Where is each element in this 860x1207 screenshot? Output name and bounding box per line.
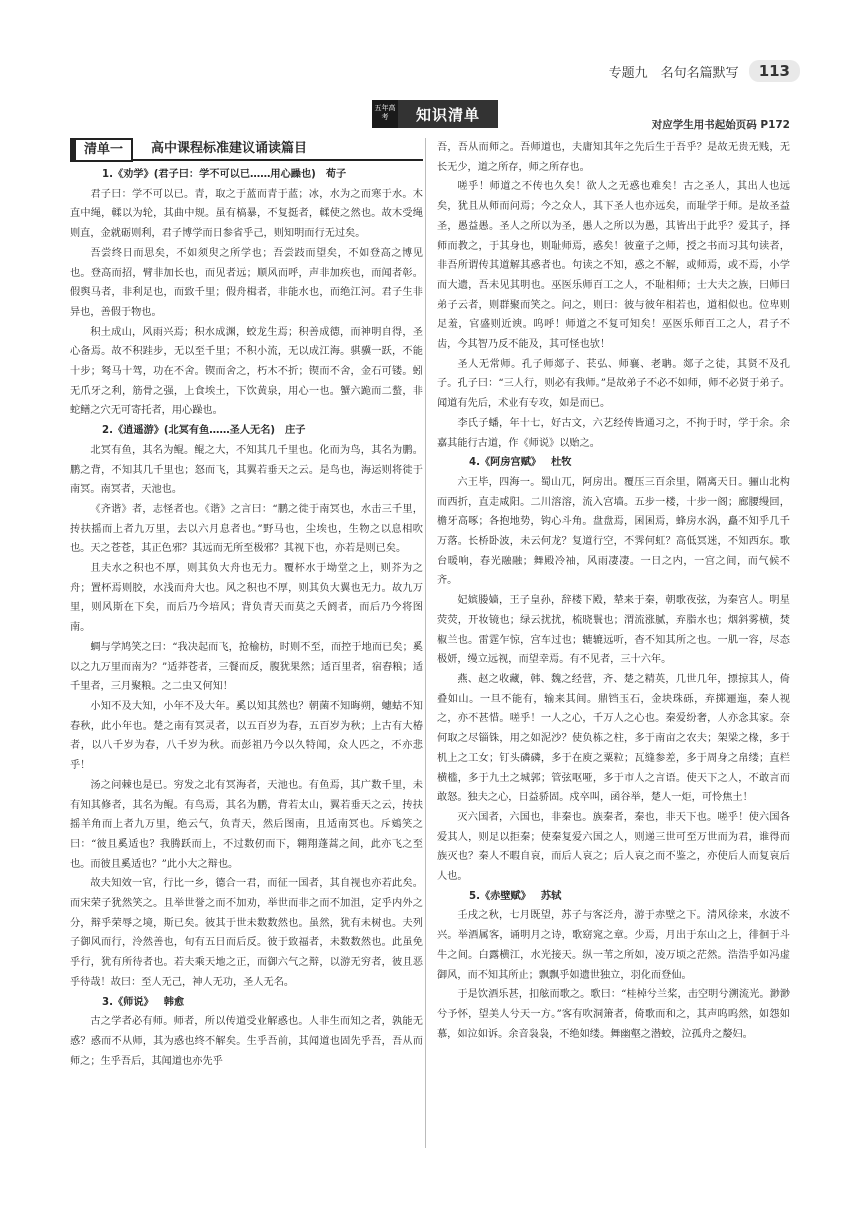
paragraph: 李氏子蟠，年十七，好古文，六艺经传皆通习之，不拘于时，学于余。余嘉其能行古道，作《师说》以贻之。 (437, 417, 790, 449)
text-heading (70, 165, 423, 185)
text-author: 庄子 (285, 425, 306, 437)
text-title: 3.《师说》 (102, 996, 154, 1008)
paragraph: 君子曰：学不可以已。青，取之于蓝而青于蓝；冰，水为之而寒于水。木直中绳，輮以为轮，其曲中规。虽有槁暴，不复挺者，輮使之然也。故木受绳则直，金就砺则利，君子博学而日参省乎己，则知明而行无过矣。 (70, 188, 423, 240)
page-header (609, 60, 800, 82)
page-reference: 对应学生用书起始页码 P172 (651, 119, 790, 131)
paragraph: 小知不及大知，小年不及大年。奚以知其然也？朝菌不知晦朔，蟪蛄不知春秋，此小年也。楚之南有冥灵者，以五百岁为春，五百岁为秋；上古有大椿者，以八千岁为春，八千岁为秋。而彭祖乃今以久特闻，众人匹之，不亦悲乎！ (70, 700, 423, 772)
text-author: 韩愈 (163, 996, 185, 1008)
paragraph: 燕、赵之收藏，韩、魏之经营，齐、楚之精英，几世几年，摽掠其人，倚叠如山。一旦不能有，输来其间。鼎铛玉石，金块珠砾，弃掷逦迤，秦人视之，亦不甚惜。嗟乎！一人之心，千万人之心也。秦爱纷奢，人亦念其家。奈何取之尽锱铢，用之如泥沙？使负栋之柱，多于南亩之农夫；架梁之椽，多于机上之工女；钉头磷磷，多于在庾之粟粒；瓦缝参差，多于周身之帛缕；直栏横槛，多于九土之城郭；管弦呕哑，多于市人之言语。使天下之人，不敢言而敢怒。独夫之心，日益骄固。戍卒叫，函谷举，楚人一炬，可怜焦土！ (437, 673, 790, 804)
text-heading (437, 887, 790, 907)
section-label: 清单一 (70, 138, 133, 162)
section-banner (372, 100, 498, 128)
paragraph: 积土成山，风雨兴焉；积水成渊，蛟龙生焉；积善成德，而神明自得，圣心备焉。故不积跬步，无以至千里；不积小流，无以成江海。骐骥一跃，不能十步；驽马十驾，功在不舍。锲而舍之，朽木不折；锲而不舍，金石可镂。蚓无爪牙之利，筋骨之强，上食埃土，下饮黄泉，用心一也。蟹六跪而二螯，非蛇鳝之穴无可寄托者，用心躁也。 (70, 326, 423, 417)
page-number: 113 (749, 60, 800, 82)
left-column (70, 138, 423, 1071)
paragraph: 且夫水之积也不厚，则其负大舟也无力。覆杯水于坳堂之上，则芥为之舟；置杯焉则胶，水浅而舟大也。风之积也不厚，则其负大翼也无力。故九万里，则风斯在下矣，而后乃今培风；背负青天而莫之夭阏者，而后乃今将图南。 (70, 563, 423, 634)
text-heading (70, 421, 423, 441)
text-author: 苏轼 (540, 890, 562, 902)
paragraph: 吾尝终日而思矣，不如须臾之所学也；吾尝跂而望矣，不如登高之博见也。登高而招，臂非加长也，而见者远；顺风而呼，声非加疾也，而闻者彰。假舆马者，非利足也，而致千里；假舟楫者，非能水也，而绝江河。君子生非异也，善假于物也。 (70, 247, 423, 318)
paragraph: 壬戌之秋，七月既望，苏子与客泛舟，游于赤壁之下。清风徐来，水波不兴。举酒属客，诵明月之诗，歌窈窕之章。少焉，月出于东山之上，徘徊于斗牛之间。白露横江，水光接天。纵一苇之所如，凌万顷之茫然。浩浩乎如冯虚御风，而不知其所止；飘飘乎如遗世独立，羽化而登仙。 (437, 910, 790, 981)
paragraph: 圣人无常师。孔子师郯子、苌弘、师襄、老聃。郯子之徒，其贤不及孔子。孔子曰：“三人行，则必有我师。”是故弟子不必不如师，师不必贤于弟子。闻道有先后，术业有专攻，如是而已。 (437, 358, 790, 410)
banner-tag: 五年高考 (372, 100, 398, 128)
paragraph: 六王毕，四海一。蜀山兀，阿房出。覆压三百余里，隔离天日。骊山北构而西折，直走咸阳。二川溶溶，流入宫墙。五步一楼，十步一阁；廊腰缦回，檐牙高啄；各抱地势，钩心斗角。盘盘焉，囷囷焉，蜂房水涡，矗不知乎几千万落。长桥卧波，未云何龙？复道行空，不霁何虹？高低冥迷，不知西东。歌台暖响，春光融融；舞殿冷袖，风雨凄凄。一日之内，一宫之间，而气候不齐。 (437, 476, 790, 587)
paragraph: 于是饮酒乐甚，扣舷而歌之。歌曰：“桂棹兮兰桨，击空明兮溯流光。渺渺兮予怀，望美人兮天一方。”客有吹洞箫者，倚歌而和之，其声呜呜然，如怨如慕，如泣如诉。余音袅袅，不绝如缕。舞幽壑之潜蛟，泣孤舟之嫠妇。 (437, 989, 790, 1040)
text-title: 1.《劝学》(君子曰：学不可以已……用心躁也) (102, 169, 316, 180)
text-title: 5.《赤壁赋》 (469, 890, 531, 902)
paragraph: 北冥有鱼，其名为鲲。鲲之大，不知其几千里也。化而为鸟，其名为鹏。鹏之背，不知其几千里也；怒而飞，其翼若垂天之云。是鸟也，海运则将徙于南冥。南冥者，天池也。 (70, 444, 423, 496)
right-column (437, 138, 790, 1044)
paragraph: 古之学者必有师。师者，所以传道受业解惑也。人非生而知之者，孰能无惑？惑而不从师，其为惑也终不解矣。生乎吾前，其闻道也固先乎吾，吾从而师之；生乎吾后，其闻道也亦先乎 (70, 1016, 423, 1067)
text-author: 荀子 (325, 169, 347, 180)
text-heading (70, 993, 423, 1013)
paragraph: 《齐谐》者，志怪者也。《谐》之言曰：“鹏之徙于南冥也，水击三千里，抟扶摇而上者九万里，去以六月息者也。”野马也，尘埃也，生物之以息相吹也。天之苍苍，其正色邪？其远而无所至极邪？其视下也，亦若是则已矣。 (70, 503, 423, 555)
paragraph: 蜩与学鸠笑之曰：“我决起而飞，抢榆枋，时则不至，而控于地而已矣；奚以之九万里而南为？”适莽苍者，三餐而反，腹犹果然；适百里者，宿舂粮；适千里者，三月聚粮。之二虫又何知！ (70, 641, 423, 693)
text-title: 2.《逍遥游》(北冥有鱼……圣人无名) (102, 425, 276, 437)
section-heading (70, 138, 423, 162)
text-title: 4.《阿房宫赋》 (469, 457, 542, 469)
banner-title: 知识清单 (398, 100, 498, 128)
paragraph: 故夫知效一官，行比一乡，德合一君，而征一国者，其自视也亦若此矣。而宋荣子犹然笑之。且举世誉之而不加劝，举世而非之而不加沮，定乎内外之分，辩乎荣辱之境，斯已矣。彼其于世未数数然也。虽然，犹有未树也。夫列子御风而行，泠然善也，旬有五日而后反。彼于致福者，未数数然也。此虽免乎行，犹有所待者也。若夫乘天地之正，而御六气之辩，以游无穷者，彼且恶乎待哉！故曰：至人无己，神人无功，圣人无名。 (70, 878, 423, 988)
paragraph: 嗟乎！师道之不传也久矣！欲人之无惑也难矣！古之圣人，其出人也远矣，犹且从师而问焉；今之众人，其下圣人也亦远矣，而耻学于师。是故圣益圣，愚益愚。圣人之所以为圣，愚人之所以为愚，其皆出于此乎？爱其子，择师而教之，于其身也，则耻师焉，惑矣！彼童子之师，授之书而习其句读者，非吾所谓传其道解其惑者也。句读之不知，惑之不解，或师焉，或不焉，小学而大遗，吾未见其明也。巫医乐师百工之人，不耻相师；士大夫之族，曰师曰弟子云者，则群聚而笑之。问之，则曰：彼与彼年相若也，道相似也。位卑则足羞，官盛则近谀。呜呼！师道之不复可知矣！巫医乐师百工之人，君子不齿，今其智乃反不能及，其可怪也欤！ (437, 181, 790, 351)
paragraph: 妃嫔媵嫱，王子皇孙，辞楼下殿，辇来于秦，朝歌夜弦，为秦宫人。明星荧荧，开妆镜也；绿云扰扰，梳晓鬟也；渭流涨腻，弃脂水也；烟斜雾横，焚椒兰也。雷霆乍惊，宫车过也；辘辘远听，杳不知其所之也。一肌一容，尽态极妍，缦立远视，而望幸焉。有不见者，三十六年。 (437, 595, 790, 666)
text-author: 杜牧 (551, 457, 572, 469)
paragraph: 吾，吾从而师之。吾师道也，夫庸知其年之先后生于吾乎？是故无贵无贱，无长无少，道之所存，师之所存也。 (437, 142, 790, 173)
section-title: 高中课程标准建议诵读篇目 (133, 139, 423, 161)
paragraph: 汤之问棘也是已。穷发之北有冥海者，天池也。有鱼焉，其广数千里，未有知其修者，其名为鲲。有鸟焉，其名为鹏，背若太山，翼若垂天之云，抟扶摇羊角而上者九万里，绝云气，负青天，然后图南，且适南冥也。斥鴳笑之曰：“彼且奚适也？我腾跃而上，不过数仞而下，翱翔蓬蒿之间，此亦飞之至也。而彼且奚适也？”此小大之辩也。 (70, 779, 423, 870)
column-divider (425, 138, 426, 1148)
paragraph: 灭六国者，六国也，非秦也。族秦者，秦也，非天下也。嗟乎！使六国各爱其人，则足以拒秦；使秦复爱六国之人，则递三世可至万世而为君，谁得而族灭也？秦人不暇自哀，而后人哀之；后人哀之而不鉴之，亦使后人而复哀后人也。 (437, 811, 790, 883)
text-heading (437, 453, 790, 473)
chapter-title: 专题九 名句名篇默写 (608, 65, 739, 81)
